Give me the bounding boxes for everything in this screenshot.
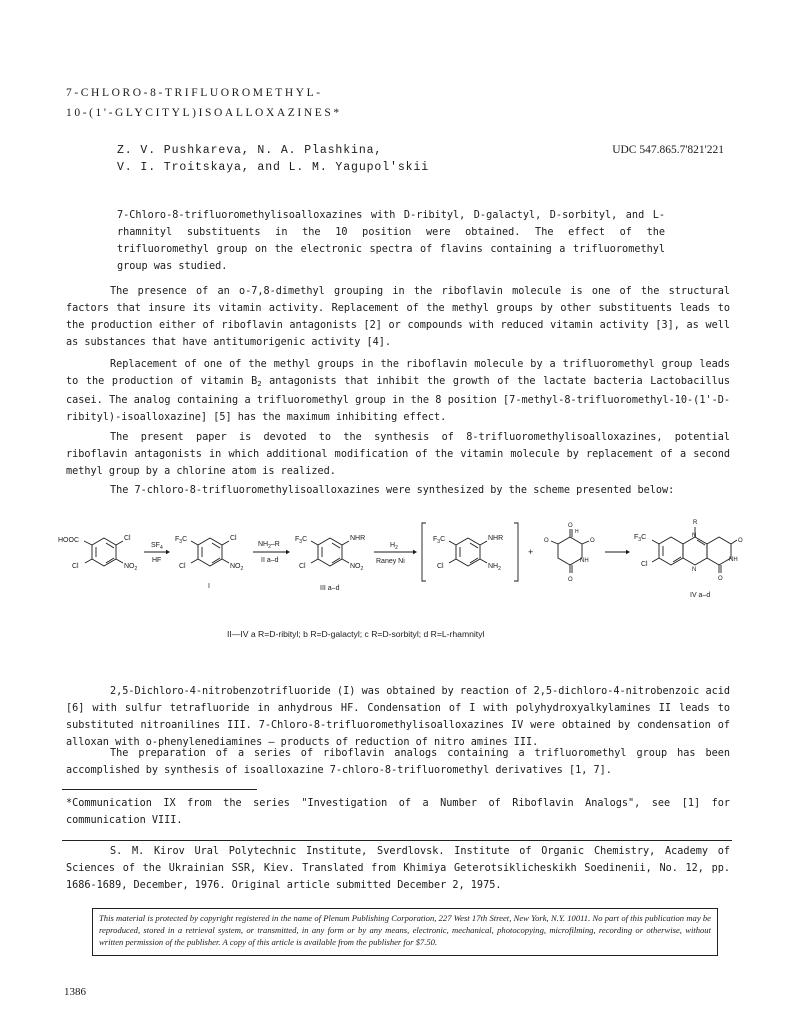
nhr-label-diamine: NHR [488,535,504,542]
page-number: 1386 [64,986,86,998]
paragraph-6: The preparation of a series of riboflavin analogs containing a trifluoromethyl group has been accomplished by synthesis of isoalloxazine 7-chloro-8-trifluoromethyl derivatives [1, 7]. [66,748,730,776]
alloxan-nh: NH [580,558,589,564]
alloxan-o-top: O [568,523,573,529]
paragraph-4: The 7-chloro-8-trifluoromethylisoalloxazines were synthesized by the scheme presented below: [110,485,675,496]
iv-o-bottom: O [718,576,723,582]
arrow-1 [144,550,170,554]
amine-reagent: $NH_2-R$ [258,541,280,550]
raney-reagent: Raney Ni [376,558,405,565]
no2-label-I: $NO_2$ [230,563,244,572]
hooc-label: HOOC [58,537,79,544]
h2-reagent: $H_2$ [390,542,398,551]
nhr-label-III: NHR [350,535,366,542]
f3c-label-III: $F_3C$ [295,536,308,545]
affiliation-rule [62,840,732,841]
paragraph-5: 2,5-Dichloro-4-nitrobenzotrifluoride (I) was obtained by reaction of 2,5-dichloro-4-nitrobenzoic acid [6] with sulfur tetrafluoride in anhydrous HF. Condensation of I with polyhydroxyalkylamines II leads to substituted nitroanilines III. 7-Chloro-8-trifluoromethylisoalloxazines IV were obtained by condensation of alloxan with o-phenylenediamines – products of reduction of nitro amines III. [66,686,730,748]
reaction-scheme [58,515,748,605]
copyright-notice: This material is protected by copyright registered in the name of Plenum Publishing Corporation, 227 West 17th Street, New York, N.Y. 10011. No part of this publication may be reproduced, stored in a retrieval system, or transmitted, in any form or by any means, electronic, mechanical, photocopying, microfilming, recording or otherwise, without written permission of the publisher. A copy of this article is available from the publisher for $7.50. [92,908,718,956]
udc-code: UDC 547.865.7'821'221 [612,144,724,156]
no2-label-1: $NO_2$ [124,563,138,572]
alloxan-o-right: O [590,538,595,544]
paragraph-2-part-b: antagonists that inhibit the growth of the lactate bacteria Lactobacillus casei. The analog containing a trifluoromethyl group in the 8 position [7-methyl-8-trifluoromethyl-10-(1'-D-ribityl)-isoalloxazine] [5] has the maximum inhibiting effect. [66,376,730,423]
affiliation-note: S. M. Kirov Ural Polytechnic Institute, Sverdlovsk. Institute of Organic Chemistry, Academy of Sciences of the Ukrainian SSR, Kiev. Translated from Khimiya Geterotsiklicheskikh Soedinenii, No. 12, pp. 1686-1689, December, 1976. Original article submitted December 2, 1975. [66,846,730,891]
article-title-line-1: 7-CHLORO-8-TRIFLUOROMETHYL- [66,87,323,99]
cl-label-IV: Cl [641,561,648,568]
article-title-line-2: 10-(1'-GLYCITYL)ISOALLOXAZINES* [66,107,342,119]
alloxan-h: H [575,529,579,535]
structure-compound-III [311,538,349,566]
structure-compound-I [191,538,229,566]
paragraph-3: The present paper is devoted to the synthesis of 8-trifluoromethylisoalloxazines, potential riboflavin antagonists in which additional modification of the vitamin molecule by replacement of a second methyl group by a chlorine atom is realized. [66,432,730,477]
sf4-reagent: $SF_4$ [151,542,163,551]
hf-reagent: HF [152,557,162,564]
footnote: *Communication IX from the series "Investigation of a Number of Riboflavin Analogs", see [1] for communication VIII. [66,798,730,826]
plus-sign: + [528,547,534,557]
compound-IV-label: IV a–d [690,592,711,599]
paragraph-2 [66,356,730,426]
f3c-label-I: $F_3C$ [175,536,188,545]
compound-III-label: III a–d [320,585,340,592]
paragraph-2-subscript: 2 [257,379,262,388]
structure-benzoic-acid [84,538,123,566]
nh2-label-diamine: $NH_2$ [488,563,501,572]
arrow-4 [605,550,630,554]
cl-label-Ib: Cl [179,563,186,570]
alloxan-o-bottom: O [568,577,573,583]
paragraph-1: The presence of an o-7,8-dimethyl grouping in the riboflavin molecule is one of the structural factors that insure its vitamin activity. Replacement of the methyl groups by other substituents leads to the production either of riboflavin antagonists [2] or compounds with reduced vitamin activity [3], as well as substances that have antitumorigenic activity [4]. [66,286,730,348]
cl-label-1a: Cl [124,535,131,542]
f3c-label-diamine: $F_3C$ [433,536,446,545]
compound-I-label: I [208,583,210,590]
iv-o-right: O [738,538,743,544]
arrow-2 [253,550,290,554]
scheme-legend: II—IV a R=D-ribityl; b R=D-galactyl; c R=D-sorbityl; d R=L-rhamnityl [227,629,485,639]
footnote-rule [62,789,257,790]
cl-label-diamine: Cl [437,563,444,570]
f3c-label-IV: $F_3C$ [634,534,647,543]
alloxan-o-left: O [544,538,549,544]
cl-label-III: Cl [299,563,306,570]
structure-alloxan [551,529,589,573]
paragraph-2-part-a: Replacement of one of the methyl groups in the riboflavin molecule by a trifluoromethyl group leads to the production of vitamin B [66,359,730,387]
cl-label-Ia: Cl [230,535,237,542]
authors-line-2: V. I. Troitskaya, and L. M. Yagupol'skii [117,161,430,174]
iv-n-top: N [692,533,697,539]
iv-r-label: R [693,520,698,526]
authors-line-1: Z. V. Pushkareva, N. A. Plashkina, [117,144,383,157]
abstract: 7-Chloro-8-trifluoromethylisoalloxazines with D-ribityl, D-galactyl, D-sorbityl, and L-rhamnityl substituents in the 10 position were obtained. The effect of the trifluoromethyl group on the electronic spectra of flavins containing a trifluoromethyl group was studied. [117,210,665,272]
iv-nh: NH [729,557,738,563]
structure-diamine-intermediate [422,523,518,581]
amine-label: II a–d [261,557,279,564]
no2-label-III: $NO_2$ [350,563,364,572]
iv-n-bottom: N [692,567,697,573]
cl-label-1b: Cl [72,563,79,570]
